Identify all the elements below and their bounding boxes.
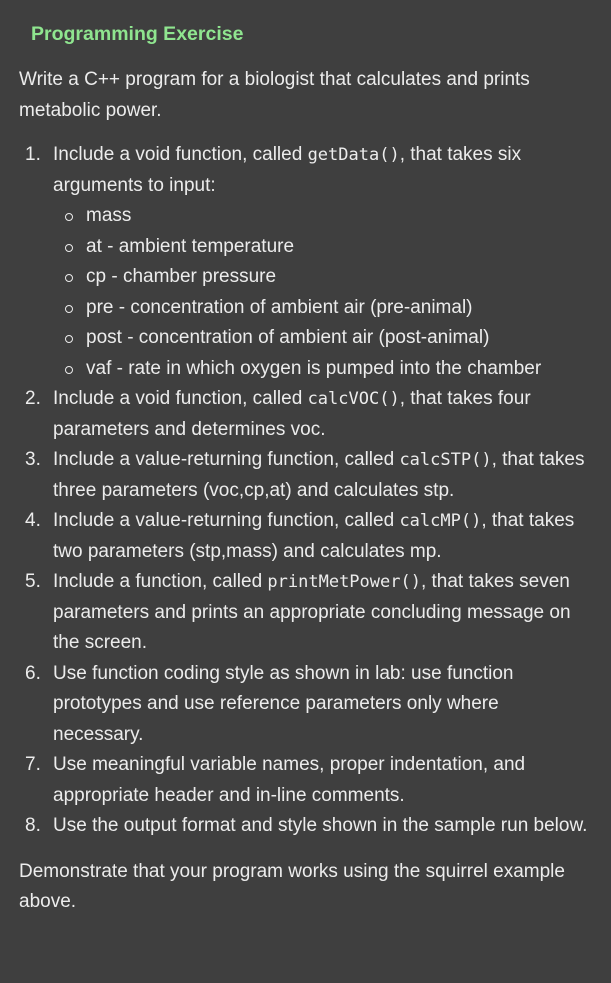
exercise-heading: Programming Exercise: [31, 23, 244, 45]
item-text: , that takes six arguments to input:: [53, 144, 522, 196]
intro-paragraph: Write a C++ program for a biologist that calculates and prints metabolic power.: [19, 69, 530, 121]
item-number: 3.: [25, 449, 41, 470]
item-text: Include a function, called: [53, 571, 268, 592]
item-text: , that takes four parameters and determines voc.: [53, 388, 531, 440]
item-text: , that takes seven parameters and prints an appropriate concluding message on the screen.: [53, 571, 571, 653]
bullet-icon: [65, 366, 73, 374]
requirement-item: [19, 140, 591, 384]
item-text: Include a void function, called: [53, 388, 308, 409]
requirements-list: [19, 140, 591, 842]
argument-item: [65, 262, 591, 293]
argument-text: post - concentration of ambient air (post-animal): [86, 327, 490, 348]
item-text: Use the output format and style shown in the sample run below.: [53, 815, 588, 836]
function-name-code: calcMP(): [399, 511, 482, 531]
item-text: Use meaningful variable names, proper indentation, and appropriate header and in-line comments.: [53, 754, 526, 806]
requirement-item: [19, 659, 591, 751]
item-text: Use function coding style as shown in lab: use function prototypes and use reference parameters only where necessary.: [53, 662, 514, 745]
item-text: , that takes three parameters (voc,cp,at) and calculates stp.: [53, 449, 585, 501]
requirement-item: [19, 506, 591, 567]
item-text: , that takes two parameters (stp,mass) and calculates mp.: [53, 510, 575, 562]
requirement-item: [19, 445, 591, 506]
argument-list: [53, 201, 591, 384]
item-number: 7.: [25, 754, 41, 775]
argument-text: mass: [86, 205, 132, 226]
function-name-code: getData(): [307, 145, 400, 165]
argument-item: [65, 232, 591, 263]
bullet-icon: [65, 305, 73, 313]
item-text: Include a value-returning function, called: [53, 449, 400, 470]
requirement-item: [19, 750, 591, 811]
item-number: 6.: [25, 662, 41, 684]
item-number: 8.: [25, 815, 41, 836]
argument-item: [65, 201, 591, 232]
argument-item: [65, 354, 591, 385]
requirement-item: [19, 567, 591, 659]
item-text: Include a value-returning function, called: [53, 510, 400, 531]
item-number: 2.: [25, 388, 41, 409]
bullet-icon: [65, 213, 73, 221]
closing-paragraph: Demonstrate that your program works using the squirrel example above.: [19, 860, 565, 912]
argument-item: [65, 293, 591, 324]
item-number: 5.: [25, 571, 41, 592]
function-name-code: calcVOC(): [307, 389, 400, 409]
item-text: Include a void function, called: [53, 144, 308, 165]
requirement-item: [19, 811, 591, 842]
bullet-icon: [65, 244, 73, 252]
bullet-icon: [65, 335, 73, 343]
bullet-icon: [65, 274, 73, 282]
item-number: 4.: [25, 510, 41, 531]
requirement-item: [19, 384, 591, 445]
argument-text: cp - chamber pressure: [86, 266, 277, 287]
function-name-code: calcSTP(): [399, 450, 492, 470]
argument-text: at - ambient temperature: [86, 235, 295, 257]
argument-text: pre - concentration of ambient air (pre-animal): [86, 296, 473, 318]
item-number: 1.: [25, 144, 41, 165]
argument-text: vaf - rate in which oxygen is pumped into the chamber: [86, 357, 542, 379]
argument-item: [65, 323, 591, 354]
function-name-code: printMetPower(): [267, 572, 421, 592]
